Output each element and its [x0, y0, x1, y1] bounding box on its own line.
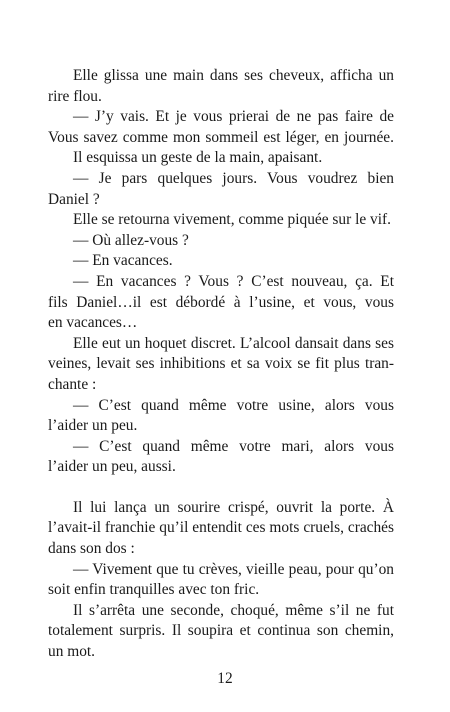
text-line: l’aider un peu, aussi. — [48, 458, 176, 476]
text-line: en vacances… — [48, 314, 138, 332]
text-line: un mot. — [48, 643, 96, 661]
text-line: fils Daniel…il est débordé à l’usine, et vous, vous — [48, 293, 394, 311]
text-line: Il s’arrêta une seconde, choqué, même s’il ne fut — [73, 601, 394, 619]
text-line: totalement surpris. Il soupira et continua son chemin, — [48, 622, 394, 640]
text-line: — J’y vais. Et je vous prierai de ne pas faire de — [73, 108, 394, 126]
page-number: 12 — [217, 670, 233, 687]
text-line: — Où allez-vous ? — [73, 231, 189, 249]
text-line: Elle se retourna vivement, comme piquée sur le vif. — [73, 211, 391, 229]
text-line: — C’est quand même votre mari, alors vous — [73, 437, 394, 455]
text-line: Elle eut un hoquet discret. L’alcool dansait dans ses — [73, 334, 394, 352]
text-line: — En vacances. — [73, 252, 173, 270]
text-line: l’aider un peu. — [48, 417, 138, 435]
text-line: soit enfin tranquilles avec ton fric. — [48, 581, 260, 599]
paragraph-gap — [48, 478, 394, 498]
text-line: — Je pars quelques jours. Vous voudrez bien — [73, 169, 394, 187]
text-line: l’avait-il franchie qu’il entendit ces mots cruels, crachés — [48, 519, 394, 537]
text-line: veines, levait ses inhibitions et sa voix se fit plus tran- — [48, 355, 394, 373]
page-body-text — [48, 66, 394, 663]
text-line: dans son dos : — [48, 540, 135, 558]
text-line: Vous savez comme mon sommeil est léger, en journée. — [48, 128, 394, 146]
text-line: Il esquissa un geste de la main, apaisant. — [73, 149, 323, 167]
text-line: chante : — [48, 375, 97, 393]
text-line: — Vivement que tu crèves, vieille peau, pour qu’on — [73, 560, 394, 578]
text-line: rire flou. — [48, 87, 102, 105]
text-line: Daniel ? — [48, 190, 100, 208]
text-line: — C’est quand même votre usine, alors vous — [73, 396, 394, 414]
text-line: Il lui lança un sourire crispé, ouvrit la porte. À — [73, 498, 394, 516]
text-line: Elle glissa une main dans ses cheveux, afficha un — [73, 67, 394, 84]
text-line: — En vacances ? Vous ? C’est nouveau, ça. Et — [73, 272, 394, 290]
